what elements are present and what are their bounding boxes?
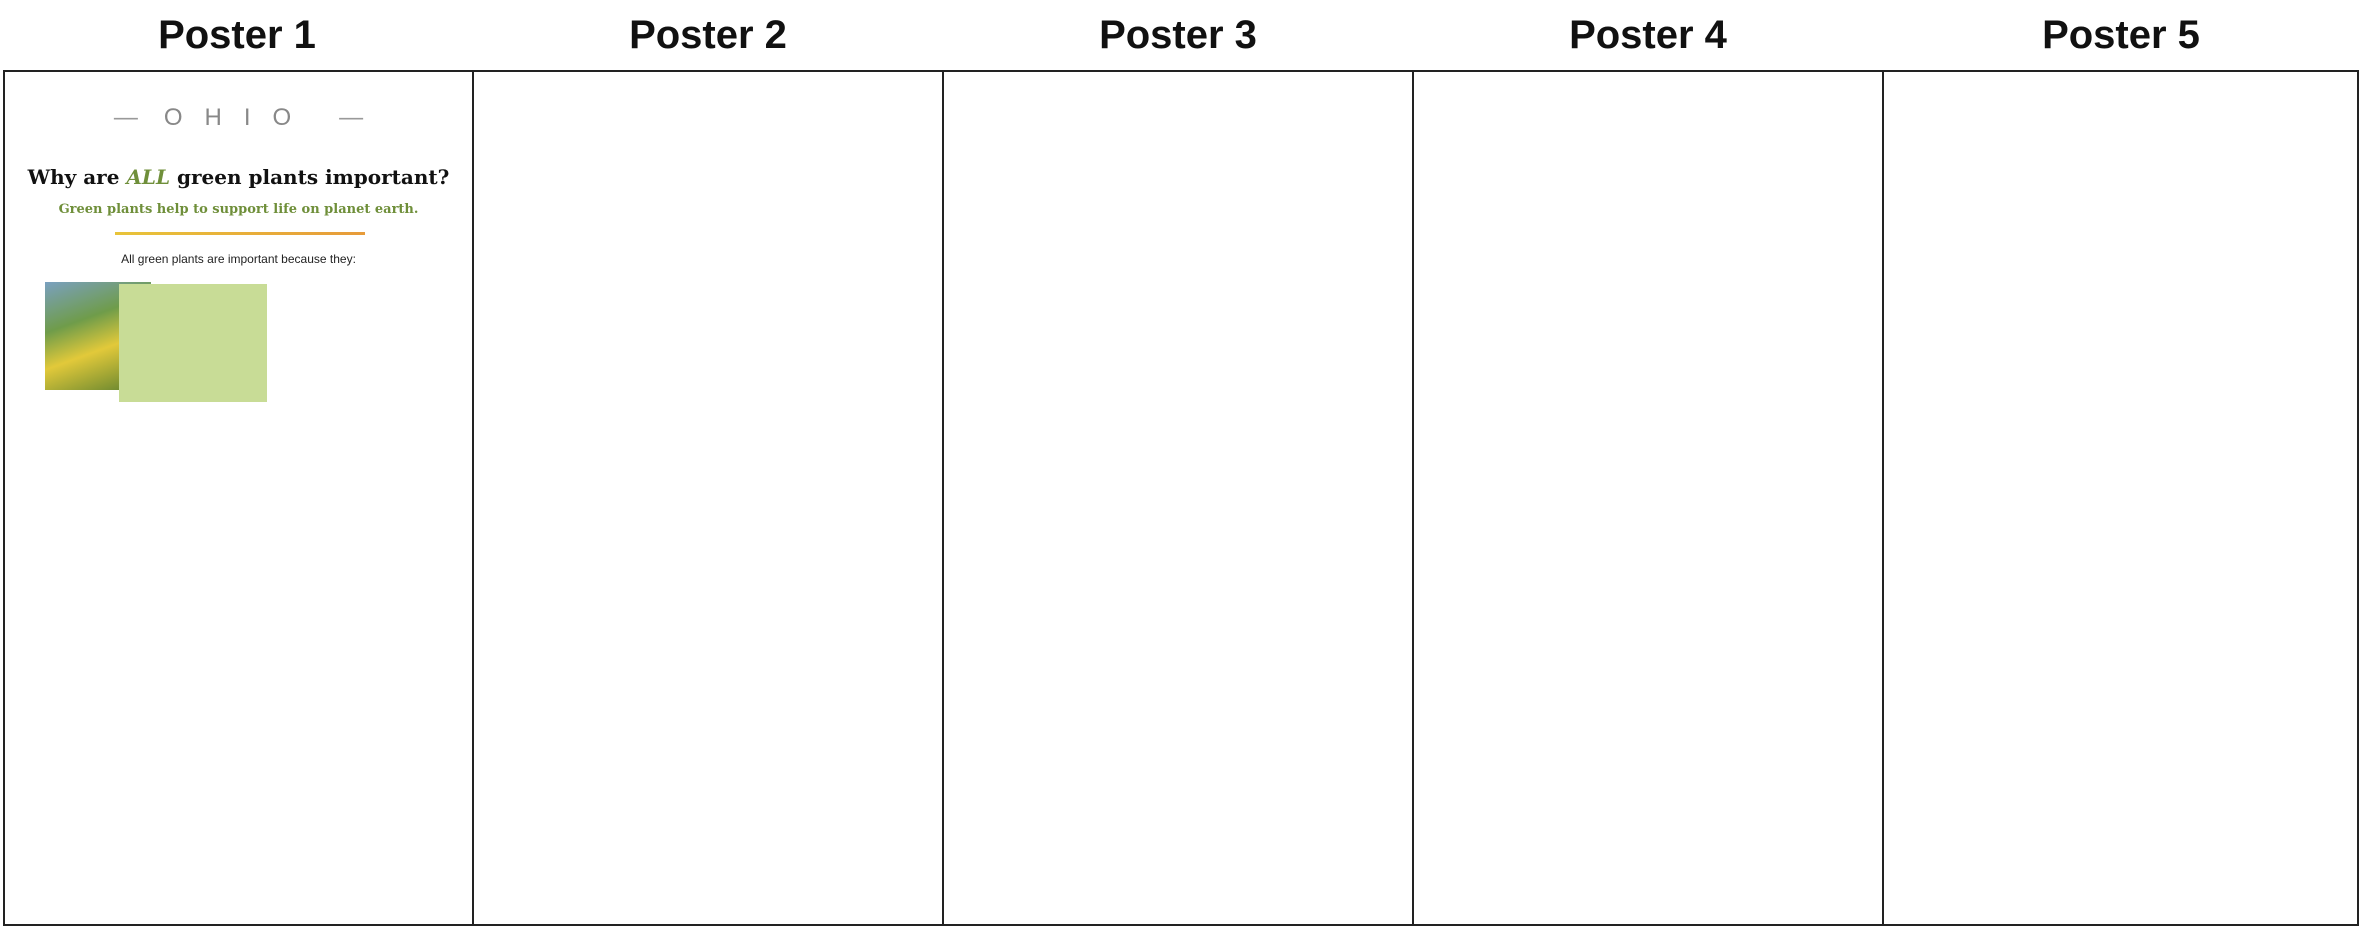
- divider: [1882, 70, 1884, 926]
- divider: [472, 70, 474, 926]
- poster-1: [5, 72, 472, 924]
- poster-2-header: Poster 2: [629, 12, 787, 57]
- poster-1-header: Poster 1: [158, 12, 316, 57]
- subtitle: Green plants help to support life on planet earth.: [58, 202, 419, 217]
- poster-3-header: Poster 3: [1099, 12, 1257, 57]
- divider: [942, 70, 944, 926]
- divider: [1412, 70, 1414, 926]
- photosynthesis-box: [119, 284, 267, 402]
- intro-text: All green plants are important because they:: [121, 252, 356, 266]
- accent-rule: [115, 232, 365, 235]
- poster-4-header: Poster 4: [1569, 12, 1727, 57]
- ohio-heading: — OHIO —: [5, 104, 472, 132]
- poster-5-header: Poster 5: [2042, 12, 2200, 57]
- poster-title: Why are ALL green plants important?: [27, 165, 450, 189]
